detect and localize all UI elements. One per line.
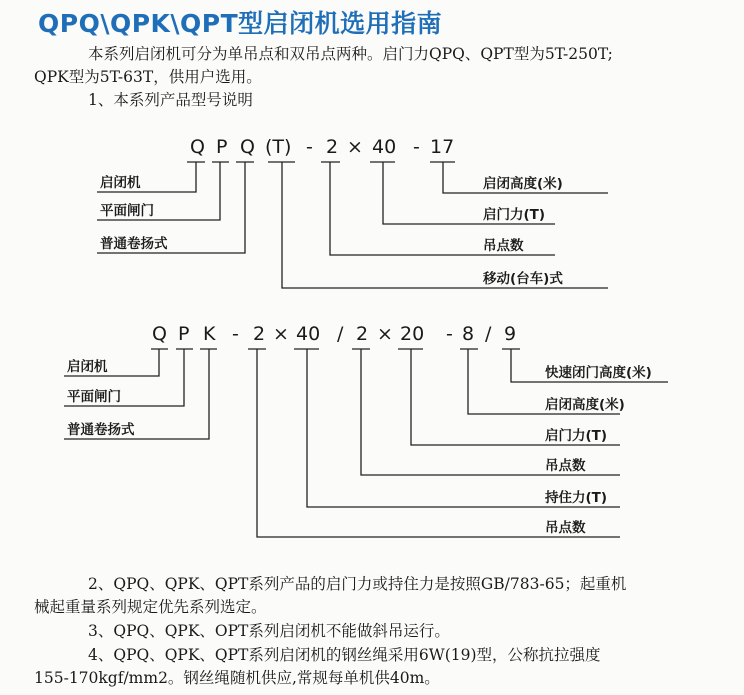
- model1-code-q2: Q: [240, 136, 255, 158]
- model1-label-open-force: 启门力(T): [483, 207, 546, 223]
- note-4-line-1: 4、QPQ、QPK、QPT系列启闭机的钢丝绳采用6W(19)型，公称抗拉强度: [88, 646, 601, 664]
- model2-label-lift-points-1: 吊点数: [545, 458, 586, 474]
- model1-code-force: 40: [372, 136, 397, 158]
- model1-code-dash2: -: [413, 136, 420, 158]
- model2-code-open-force: 20: [400, 323, 425, 345]
- model1-label-winch: 普通卷扬式: [100, 236, 168, 252]
- note-2-line-2: 械起重量系列规定优先系列选定。: [34, 598, 267, 616]
- model2-label-flat-gate: 平面闸门: [67, 389, 121, 405]
- model2-code-height: 8: [462, 323, 475, 345]
- model1-code-p: P: [216, 136, 228, 158]
- model2-code-dash2: -: [446, 323, 453, 345]
- model2-code-dash1: -: [232, 323, 239, 345]
- model2-code-k: K: [203, 323, 216, 345]
- model2-label-open-force: 启门力(T): [545, 428, 608, 444]
- model2-code-points2: 2: [356, 323, 369, 345]
- model2-code-p: P: [178, 323, 190, 345]
- model2-code-times1: ×: [273, 323, 289, 345]
- model1-label-lift-points: 吊点数: [483, 238, 524, 254]
- model1-code-times: ×: [347, 136, 363, 158]
- page-title: QPQ\QPK\QPT型启闭机选用指南: [38, 9, 443, 38]
- note-3: 3、QPQ、QPK、OPT系列启闭机不能做斜吊运行。: [88, 622, 450, 640]
- model1-code-height: 17: [430, 136, 455, 158]
- model2-code-q: Q: [152, 323, 167, 345]
- model2-code: [152, 323, 516, 345]
- model2-code-fast-height: 9: [504, 323, 517, 345]
- model2-code-times2: ×: [377, 323, 393, 345]
- model2-code-slash1: /: [337, 323, 344, 345]
- intro-line-1: 本系列启闭机可分为单吊点和双吊点两种。启门力QPQ、QPT型为5T-250T;: [88, 45, 613, 63]
- model2-label-lift-height: 启闭高度(米): [545, 397, 625, 413]
- note-4-line-2: 155-170kgf/mm2。钢丝绳随机供应,常规每单机供40m。: [34, 669, 440, 687]
- model1-code-q1: Q: [190, 136, 205, 158]
- model2-label-hold-force: 持住力(T): [545, 490, 608, 506]
- model2-code-points1: 2: [253, 323, 266, 345]
- model1-code-t: (T): [265, 136, 292, 158]
- model1-label-hoist: 启闭机: [100, 175, 141, 191]
- intro-line-3: 1、本系列产品型号说明: [88, 91, 253, 109]
- model1-label-flat-gate: 平面闸门: [100, 203, 154, 219]
- model2-label-lift-points-2: 吊点数: [545, 520, 586, 536]
- model2-code-hold-force: 40: [296, 323, 321, 345]
- model1-label-lift-height: 启闭高度(米): [483, 176, 563, 192]
- model1-code-points: 2: [326, 136, 339, 158]
- model1-label-mobile: 移动(台车)式: [483, 271, 563, 287]
- model1-code: [190, 136, 454, 158]
- intro-line-2: QPK型为5T-63T，供用户选用。: [34, 68, 262, 86]
- model2-label-hoist: 启闭机: [67, 359, 108, 375]
- note-2-line-1: 2、QPQ、QPK、QPT系列产品的启门力或持住力是按照GB/783-65；起重机: [88, 575, 627, 593]
- model2-code-slash2: /: [485, 323, 492, 345]
- model1-code-dash1: -: [306, 136, 313, 158]
- model2-label-fast-close-height: 快速闭门高度(米): [545, 365, 652, 381]
- model2-label-winch: 普通卷扬式: [67, 422, 135, 438]
